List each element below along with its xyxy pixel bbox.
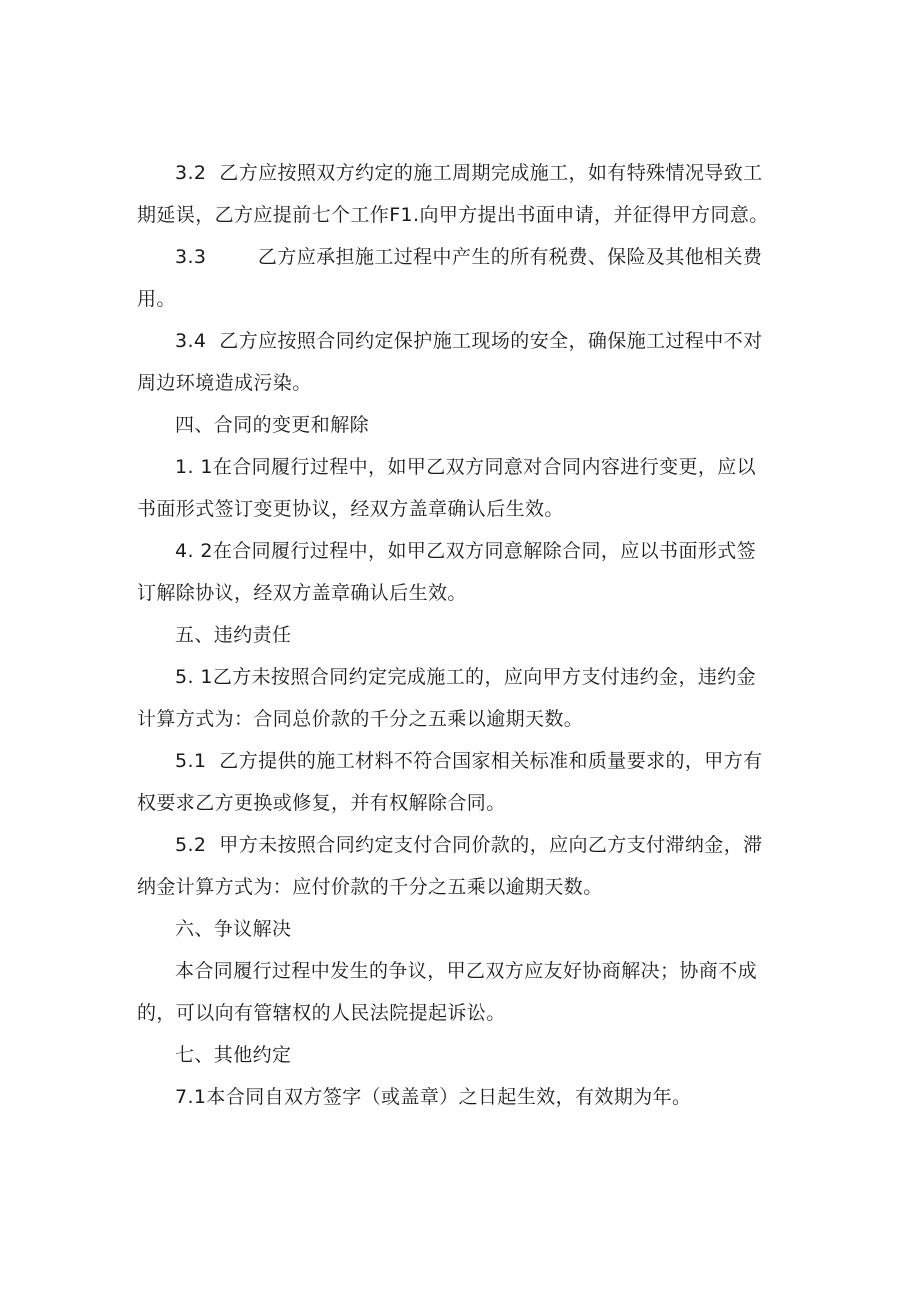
section-heading-5: 五、违约责任 — [175, 624, 292, 646]
section-heading-4: 四、合同的变更和解除 — [175, 414, 370, 436]
clause-3-2 — [137, 152, 787, 236]
clause-line: 纳金计算方式为：应付价款的千分之五乘以逾期天数。 — [137, 876, 603, 898]
clause-line: 用。 — [137, 288, 176, 310]
clause-line: 书面形式签订变更协议，经双方盖章确认后生效。 — [137, 498, 564, 520]
clause-6 — [137, 950, 787, 1034]
clause-line: 7.1本合同自双方签字（或盖章）之日起生效，有效期为年。 — [175, 1086, 692, 1108]
clause-4-1 — [137, 446, 787, 530]
clause-line: 5.2 甲方未按照合同约定支付合同价款的，应向乙方支付滞纳金，滞 — [175, 834, 763, 856]
clause-line: 5. 1乙方未按照合同约定完成施工的，应向甲方支付违约金，违约金 — [175, 666, 757, 688]
clause-5-1a — [137, 656, 787, 740]
clause-line: 计算方式为：合同总价款的千分之五乘以逾期天数。 — [137, 708, 584, 730]
clause-line: 5.1 乙方提供的施工材料不符合国家相关标准和质量要求的，甲方有 — [175, 750, 763, 772]
clause-7-1 — [137, 1076, 787, 1118]
clause-line: 3.2 乙方应按照双方约定的施工周期完成施工，如有特殊情况导致工 — [175, 162, 763, 184]
clause-line: 期延误，乙方应提前七个工作F1.向甲方提出书面申请，并征得甲方同意。 — [137, 204, 769, 226]
clause-line: 1. 1在合同履行过程中，如甲乙双方同意对合同内容进行变更，应以 — [175, 456, 757, 478]
clause-3-3 — [137, 236, 787, 320]
document-body — [137, 152, 787, 1118]
clause-line: 3.3 乙方应承担施工过程中产生的所有税费、保险及其他相关费 — [175, 246, 763, 268]
section-heading-6: 六、争议解决 — [175, 918, 292, 940]
clause-5-2 — [137, 824, 787, 908]
clause-line: 的，可以向有管辖权的人民法院提起诉讼。 — [137, 1002, 506, 1024]
clause-line: 本合同履行过程中发生的争议，甲乙双方应友好协商解决；协商不成 — [175, 960, 758, 982]
clause-line: 订解除协议，经双方盖章确认后生效。 — [137, 582, 467, 604]
section-heading-7: 七、其他约定 — [175, 1044, 292, 1066]
clause-3-4 — [137, 320, 787, 404]
clause-line: 4. 2在合同履行过程中，如甲乙双方同意解除合同，应以书面形式签 — [175, 540, 757, 562]
clause-line: 3.4 乙方应按照合同约定保护施工现场的安全，确保施工过程中不对 — [175, 330, 763, 352]
clause-4-2 — [137, 530, 787, 614]
clause-line: 权要求乙方更换或修复，并有权解除合同。 — [137, 792, 506, 814]
clause-line: 周边环境造成污染。 — [137, 372, 312, 394]
clause-5-1b — [137, 740, 787, 824]
